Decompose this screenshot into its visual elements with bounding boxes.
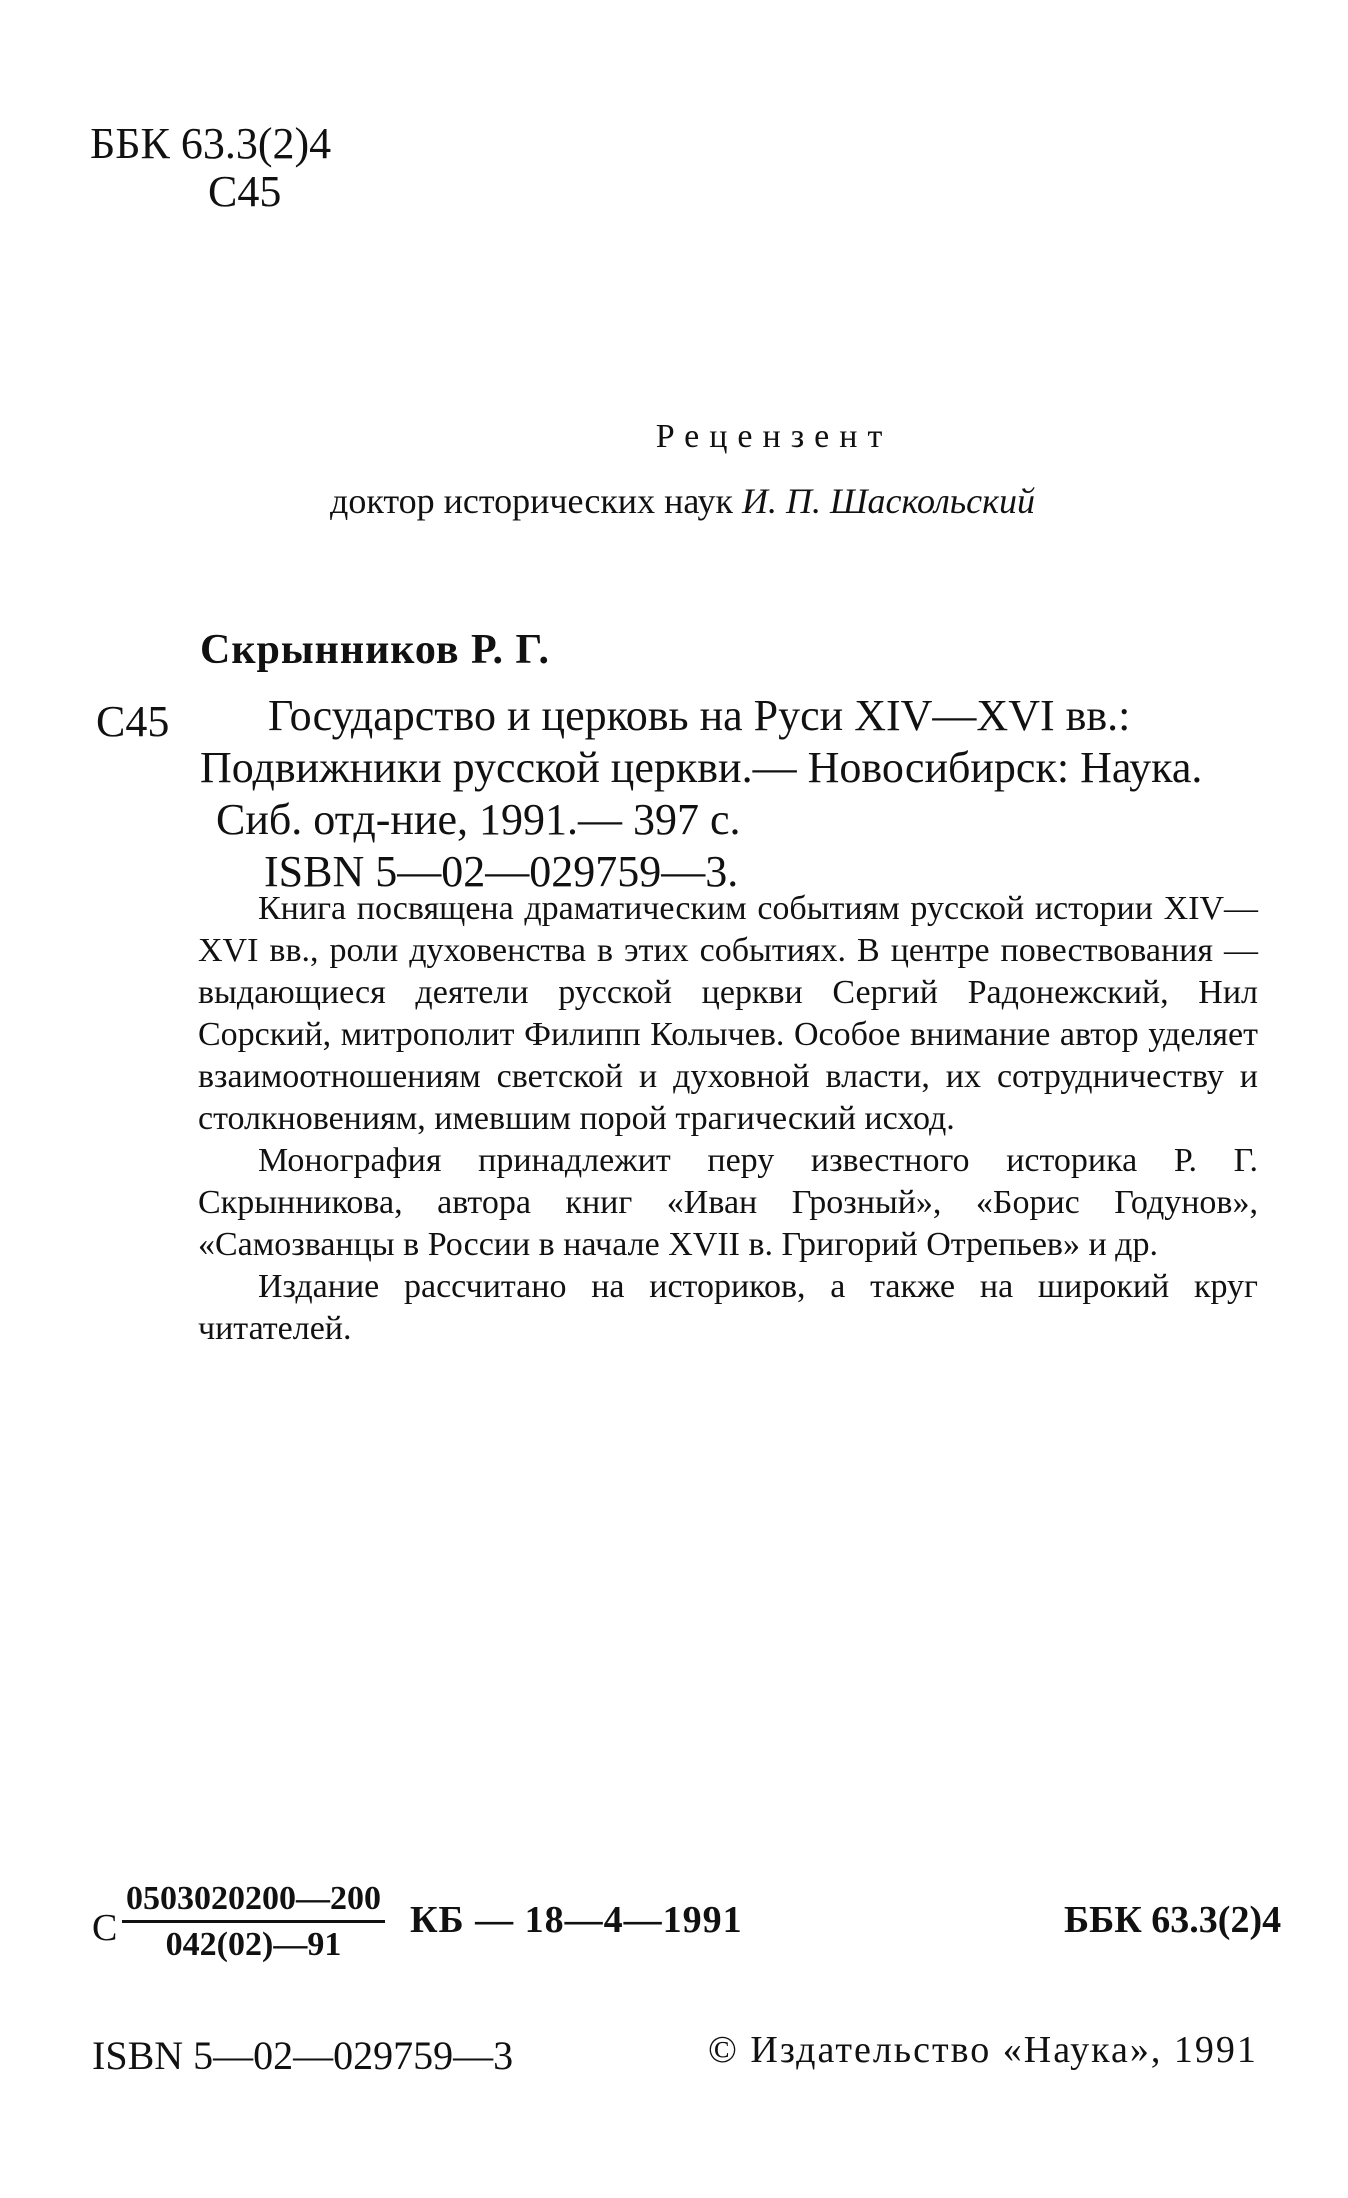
biblio-line-isbn: ISBN 5—02—029759—3. bbox=[264, 847, 739, 896]
bbk-author-sign: С45 bbox=[208, 167, 282, 216]
annotation-paragraph: Книга посвящена драматическим событиям русской истории XIV—XVI вв., роли духовенства в этих событиях. В центре повествования — выдающиеся деятели русской церкви Сергий Радонежский, Нил Сорский, митрополит Филипп Колычев. Особое внимание автор уделяет взаимоотношениям светской и духовной власти, их сотрудничеству и столкновениям, имевшим порой трагический исход. bbox=[198, 890, 1258, 1137]
biblio-line-title: Государство и церковь на Руси XIV—XVI вв.: bbox=[268, 691, 1131, 740]
bbk-code: ББК 63.3(2)4 bbox=[90, 119, 332, 168]
reviewer-line bbox=[330, 480, 1035, 522]
reviewer-heading: Рецензент bbox=[655, 418, 893, 455]
reviewer-name: И. П. Шаскольский bbox=[741, 481, 1035, 521]
biblio-line-publisher: Сиб. отд-ние, 1991.— 397 с. bbox=[216, 795, 741, 844]
bibliographic-description bbox=[200, 690, 1265, 898]
kb-code: КБ — 18—4—1991 bbox=[410, 1899, 743, 1941]
index-denominator: 042(02)—91 bbox=[165, 1926, 342, 1963]
index-prefix: С bbox=[92, 1907, 118, 1949]
annotation-paragraph: Издание рассчитано на историков, а также на широкий круг читателей. bbox=[198, 1268, 1258, 1347]
index-fraction bbox=[122, 1880, 385, 1965]
reviewer-title: доктор исторических наук bbox=[330, 481, 733, 521]
author-name: Скрынников Р. Г. bbox=[200, 627, 550, 673]
biblio-line-subtitle: Подвижники русской церкви.— Новосибирск: Наука. bbox=[200, 743, 1203, 792]
bbk-code-bottom: ББК 63.3(2)4 bbox=[1064, 1899, 1282, 1941]
annotation-paragraph: Монография принадлежит перу известного историка Р. Г. Скрынникова, автора книг «Иван Грозный», «Борис Годунов», «Самозванцы в России в начале XVII в. Григорий Отрепьев» и др. bbox=[198, 1142, 1258, 1263]
index-numerator: 0503020200—200 bbox=[122, 1880, 385, 1923]
author-sign-side: С45 bbox=[96, 697, 170, 746]
isbn-bottom: ISBN 5—02—029759—3 bbox=[92, 2033, 514, 2078]
copyright-notice: © Издательство «Наука», 1991 bbox=[708, 2029, 1258, 2071]
annotation bbox=[198, 888, 1258, 1350]
